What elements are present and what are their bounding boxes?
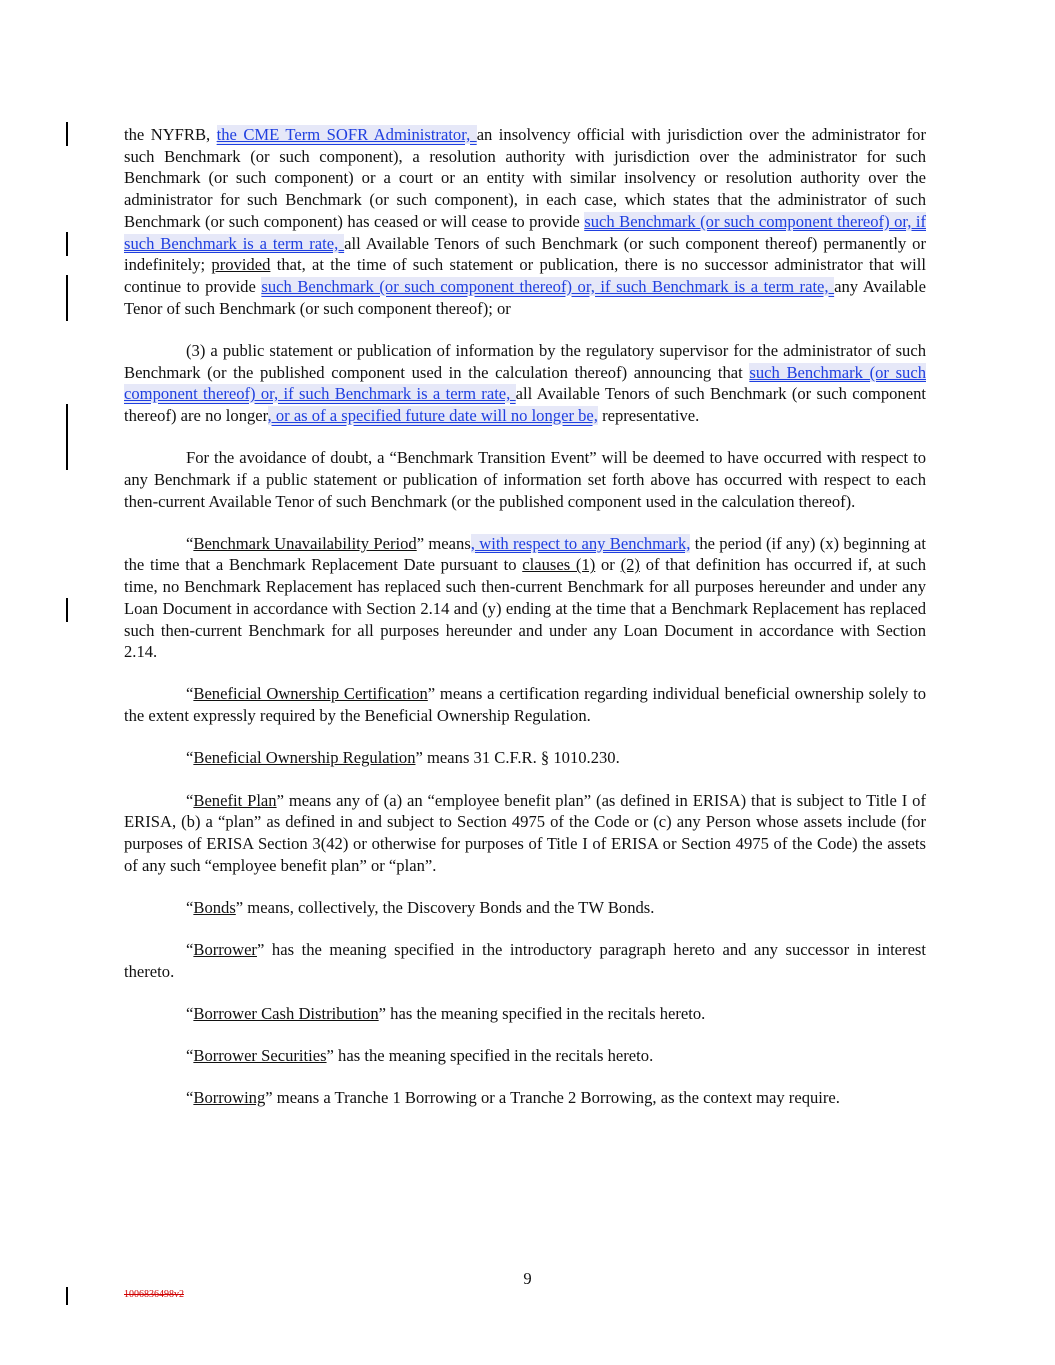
paragraph-avoidance-of-doubt: [124, 447, 926, 512]
text: ” means: [416, 533, 471, 553]
defined-term: Bonds: [193, 897, 236, 917]
defined-term: Borrower Cash Distribution: [193, 1004, 379, 1023]
text: (3) a public statement or publication of information by the regulatory supervisor for the administrator of such Benchmark (or the published component used in the calculation thereof) announcing that: [124, 340, 926, 382]
defined-term: Borrower: [193, 940, 257, 960]
change-bar: [66, 275, 68, 321]
inserted-text: , with respect to any Benchmark,: [470, 533, 691, 553]
text: all Available Tenors of such Benchmark (or such component thereof) are no longer: [124, 384, 926, 425]
document-body: [124, 124, 926, 1130]
text: any Available Tenor of such Benchmark (or such component thereof); or: [124, 276, 926, 318]
change-bar: [66, 1287, 68, 1305]
paragraph-benchmark-event-2: [124, 124, 926, 319]
text: of that definition has occurred if, at such time, no Benchmark Replacement has replaced such then-current Benchmark for all purposes hereunder and under any Loan Document in accordance with Section 2.14 and (y) ending at the time that a Benchmark Replacement has replaced such then-current Benchmark for all purposes hereunder and under any Loan Document in accordance with Section 2.14.: [124, 555, 927, 662]
text: that, at the time of such statement or publication, there is no successor administrator that will continue to provide: [124, 255, 926, 296]
text: “: [186, 684, 194, 704]
text: the NYFRB,: [124, 125, 217, 144]
text: For the avoidance of doubt, a “Benchmark Transition Event” will be deemed to have occurred with respect to any Benchmark if a public statement or publication of information set forth above has occurred with respect to each then-current Available Tenor of such Benchmark (or the published component used in the calculation thereof).: [124, 448, 926, 511]
defined-term: Borrowing: [193, 1088, 266, 1108]
paragraph-benchmark-event-3: [124, 340, 926, 427]
text: “: [186, 1004, 194, 1023]
text: ” has the meaning specified in the recitals hereto.: [326, 1046, 654, 1066]
text: “: [186, 897, 194, 917]
defined-term: Benchmark Unavailability Period: [193, 533, 417, 553]
definition-borrower-securities: [124, 1045, 926, 1067]
text: “: [186, 1088, 194, 1108]
definition-beneficial-ownership-regulation: [124, 747, 926, 769]
definition-borrower-cash-distribution: [124, 1003, 926, 1025]
text: the period (if any) (x) beginning at the time that a Benchmark Replacement Date pursuant to: [124, 533, 926, 575]
inserted-text: such Benchmark (or such component thereof) or, if such Benchmark is a term rate,: [124, 362, 926, 404]
inserted-text: such Benchmark (or such component thereof) or, if such Benchmark is a term rate,: [124, 211, 926, 253]
definition-benchmark-unavailability-period: [124, 533, 926, 663]
defined-term: Benefit Plan: [193, 790, 277, 810]
defined-term: Beneficial Ownership Regulation: [193, 748, 416, 768]
text: ” means any of (a) an “employee benefit plan” (as defined in ERISA) that is subject to Title I of ERISA, (b) a “plan” as defined in and subject to Section 4975 of the Code or (c) any Person whose assets include (for purposes of ERISA Section 3(42) or otherwise for purposes of Title I of ERISA or Section 4975 of the Code) the assets of any such “employee benefit plan” or “plan”.: [124, 790, 926, 875]
definition-benefit-plan: [124, 790, 926, 877]
text: or: [595, 555, 621, 575]
text: “: [186, 940, 194, 960]
underlined-term: clauses (1): [522, 555, 596, 575]
inserted-text: the CME Term SOFR Administrator,: [216, 125, 477, 144]
inserted-text: such Benchmark (or such component thereof) or, if such Benchmark is a term rate,: [261, 276, 835, 296]
definition-bonds: [124, 897, 926, 919]
text: ” has the meaning specified in the recitals hereto.: [378, 1004, 706, 1023]
text: all Available Tenors of such Benchmark (or such component thereof) permanently or indefinitely;: [124, 233, 927, 275]
change-bar: [66, 404, 68, 470]
inserted-text: , or as of a specified future date will no longer be,: [267, 405, 598, 425]
defined-term: Borrower Securities: [193, 1046, 327, 1066]
underlined-term: provided: [211, 255, 271, 275]
text: ” means, collectively, the Discovery Bonds and the TW Bonds.: [235, 897, 655, 917]
text: ” means 31 C.F.R. § 1010.230.: [415, 748, 620, 768]
definition-borrowing: [124, 1087, 926, 1109]
text: “: [186, 533, 194, 553]
change-bar: [66, 598, 68, 622]
document-id: 1006836498v2: [124, 1289, 184, 1300]
definition-borrower: [124, 939, 926, 982]
underlined-term: (2): [620, 555, 640, 575]
text: representative.: [597, 405, 700, 425]
defined-term: Beneficial Ownership Certification: [193, 684, 428, 704]
text: an insolvency official with jurisdiction over the administrator for such Benchmark (or such component), a resolution authority with jurisdiction over the administrator for such Benchmark (or such component) or a court or an entity with similar insolvency or resolution authority over the administrator for such Benchmark (or such component), in each case, which states that the administrator of such Benchmark (or such component) has ceased or will cease to provide: [124, 125, 926, 231]
definition-beneficial-ownership-certification: [124, 683, 926, 726]
text: “: [186, 748, 194, 768]
text: ” has the meaning specified in the introductory paragraph hereto and any successor in interest thereto.: [124, 940, 926, 981]
change-bar: [66, 232, 68, 256]
change-bar: [66, 122, 68, 146]
text: “: [186, 790, 194, 810]
text: “: [186, 1046, 194, 1066]
text: ” means a Tranche 1 Borrowing or a Tranche 2 Borrowing, as the context may require.: [265, 1088, 840, 1108]
text: ” means a certification regarding individual beneficial ownership solely to the extent expressly required by the Beneficial Ownership Regulation.: [124, 684, 927, 726]
page-number: 9: [523, 1269, 532, 1288]
